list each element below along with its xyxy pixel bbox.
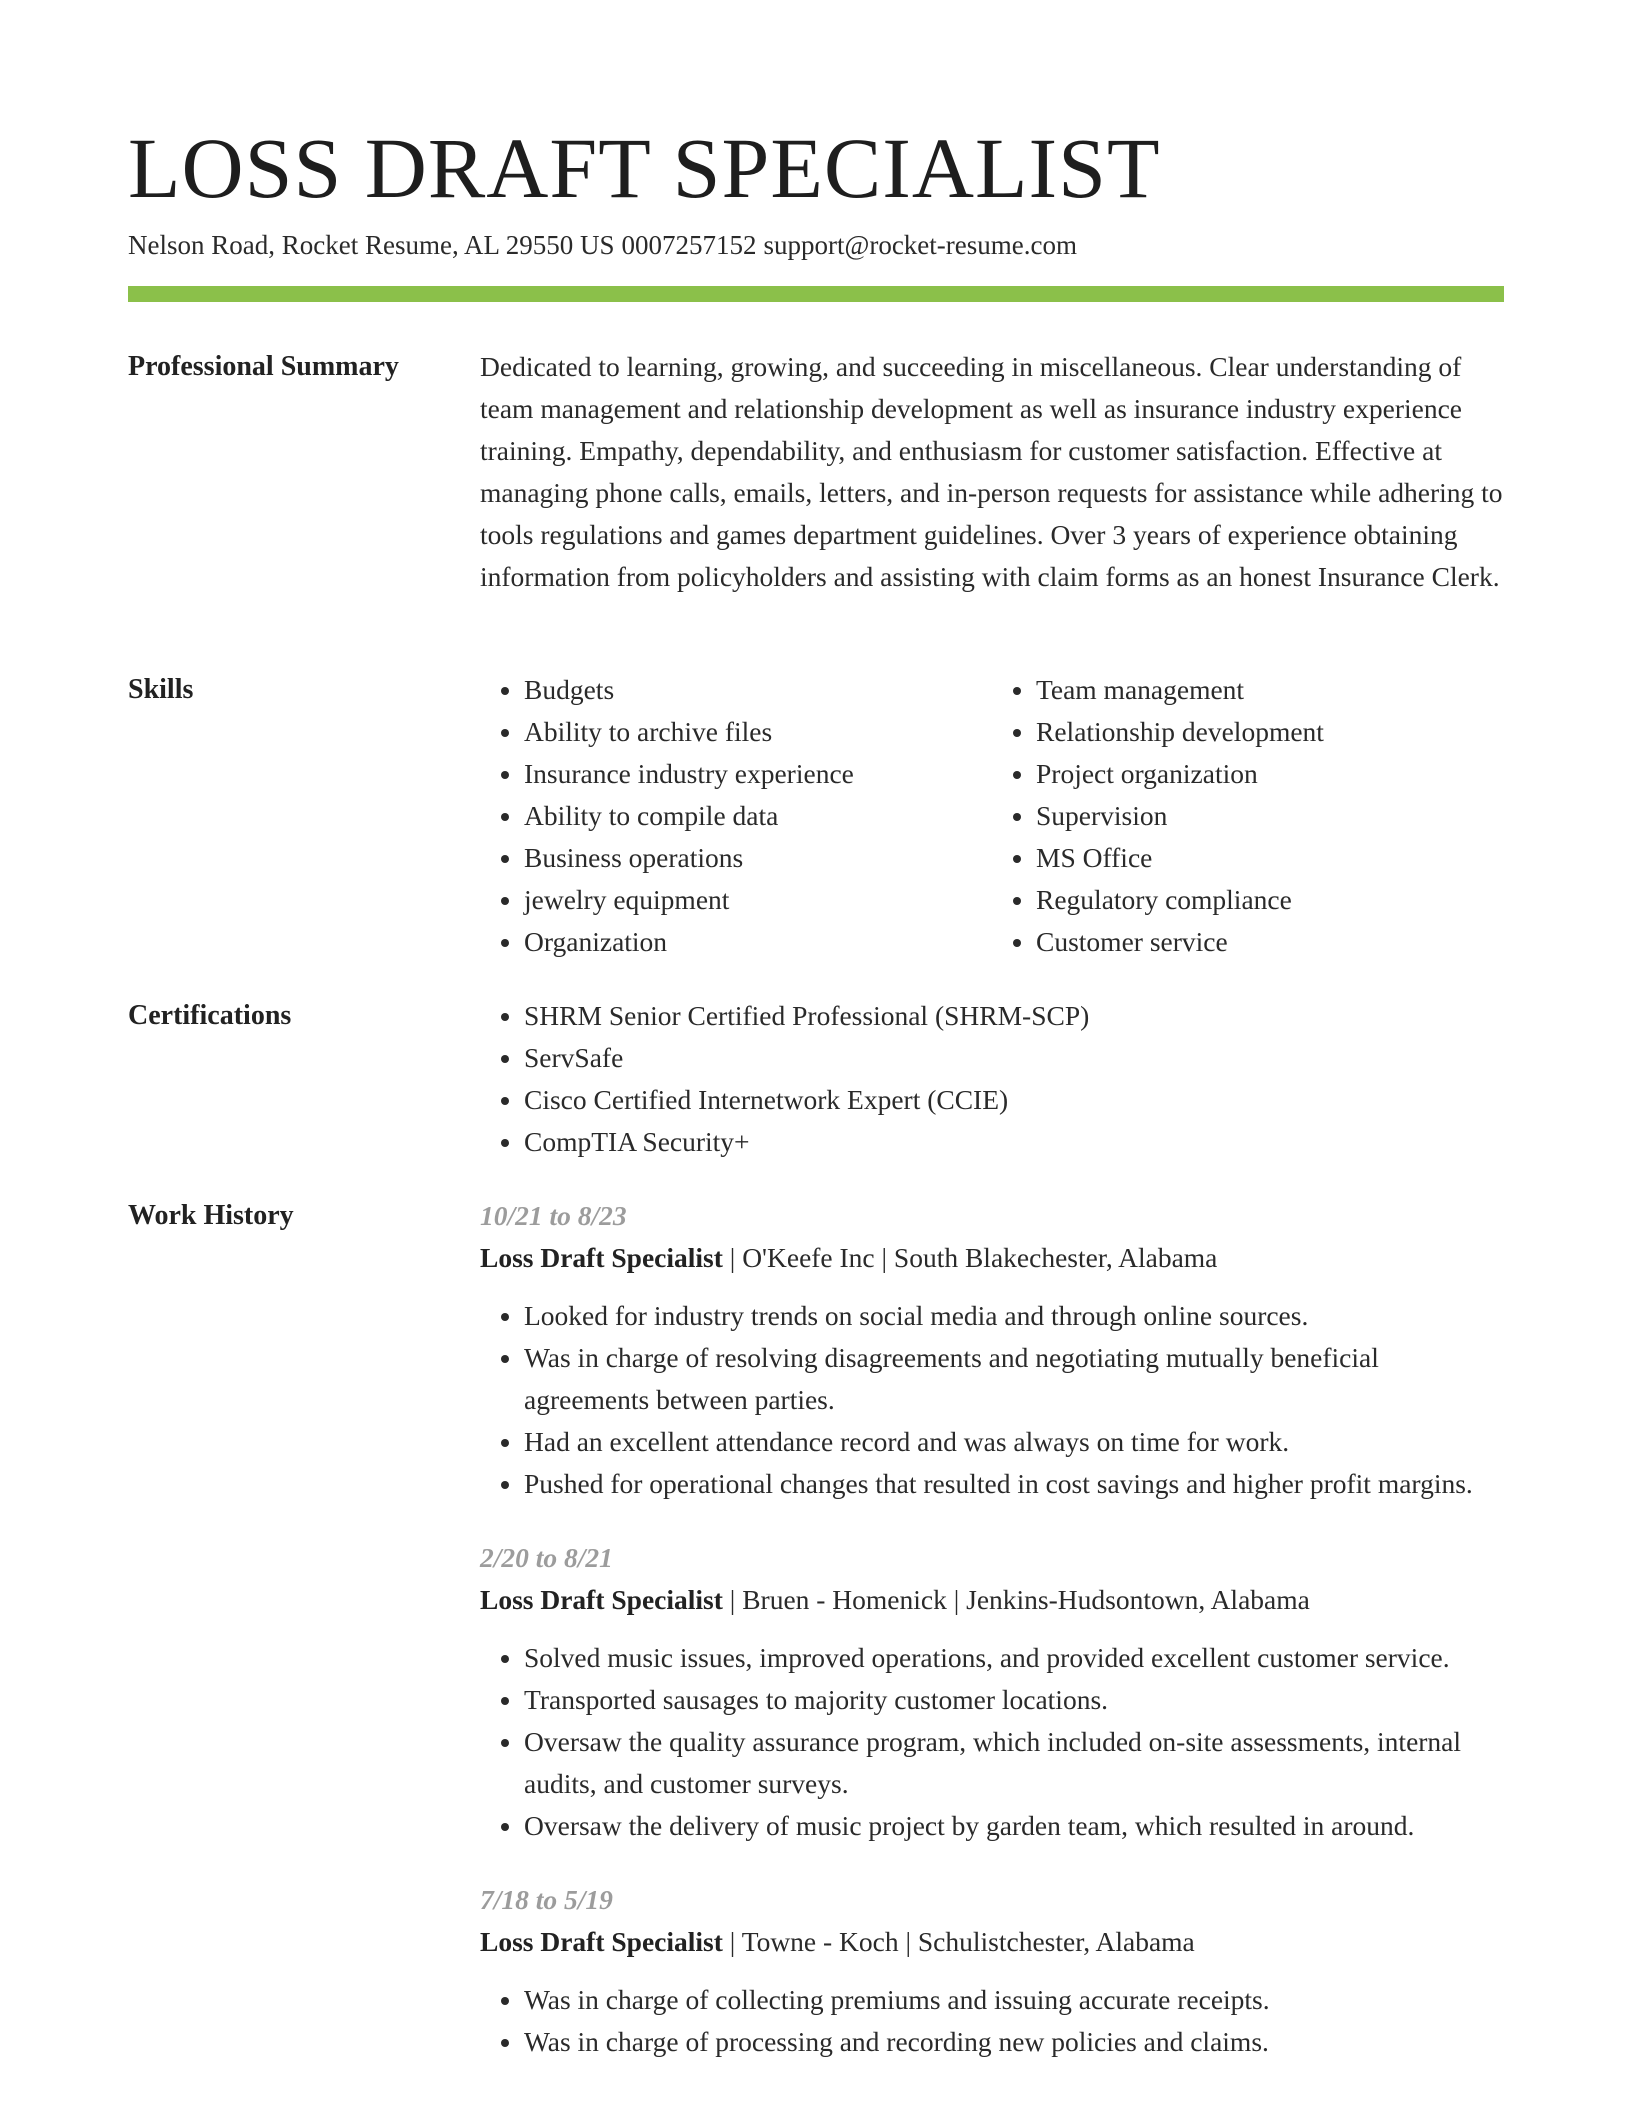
certifications-body	[480, 995, 1504, 1163]
job-location: Jenkins-Hudsontown, Alabama	[966, 1584, 1310, 1615]
certification-item: • ServSafe	[524, 1037, 1504, 1079]
job-title: Loss Draft Specialist	[480, 1242, 723, 1273]
job-entry	[480, 1537, 1504, 1847]
job-bullet: • Was in charge of resolving disagreements and negotiating mutually beneficial agreements between parties.	[524, 1337, 1504, 1421]
job-dates: 10/21 to 8/23	[480, 1200, 627, 1231]
job-location: South Blakechester, Alabama	[893, 1242, 1218, 1273]
contact-line	[128, 228, 1504, 262]
skill-item: • Ability to archive files	[524, 711, 992, 753]
job-heading: Loss Draft Specialist | Bruen - Homenick | Jenkins-Hudsontown, Alabama	[480, 1584, 1310, 1615]
resume-title: LOSS DRAFT SPECIALIST	[128, 120, 1161, 216]
job-title: Loss Draft Specialist	[480, 1584, 723, 1615]
skill-item: • Team management	[1036, 669, 1504, 711]
skill-item: • Ability to compile data	[524, 795, 992, 837]
summary-body	[480, 346, 1504, 598]
skill-item: • Customer service	[1036, 921, 1504, 963]
skill-item: • jewelry equipment	[524, 879, 992, 921]
skill-item: • Supervision	[1036, 795, 1504, 837]
job-company: Bruen - Homenick	[742, 1584, 947, 1615]
job-location: Schulistchester, Alabama	[917, 1926, 1195, 1957]
job-company: O'Keefe Inc	[742, 1242, 875, 1273]
work-history-body	[480, 1195, 1504, 2095]
job-bullet: • Solved music issues, improved operations, and provided excellent customer service.	[524, 1637, 1504, 1679]
job-heading: Loss Draft Specialist | O'Keefe Inc | South Blakechester, Alabama	[480, 1242, 1218, 1273]
contact-phone: 0007257152	[621, 230, 757, 260]
skill-item: • Relationship development	[1036, 711, 1504, 753]
skills-list-right	[992, 669, 1504, 963]
header-divider	[128, 286, 1504, 302]
job-bullet: • Transported sausages to majority customer locations.	[524, 1679, 1504, 1721]
job-bullet: • Oversaw the quality assurance program, which included on-site assessments, internal audits, and customer surveys.	[524, 1721, 1504, 1805]
contact-email[interactable]: support@rocket-resume.com	[763, 230, 1077, 260]
job-entry	[480, 1195, 1504, 1505]
job-dates: 7/18 to 5/19	[480, 1884, 613, 1915]
certifications-heading: Certifications	[128, 1000, 292, 1031]
summary-text: Dedicated to learning, growing, and succeeding in miscellaneous. Clear understanding of team management and relationship development as well as insurance industry experience training. Empathy, dependability, and enthusiasm for customer satisfaction. Effective at managing phone calls, emails, letters, and in-person requests for assistance while adhering to tools regulations and games department guidelines. Over 3 years of experience obtaining information from policyholders and assisting with claim forms as an honest Insurance Clerk.	[480, 351, 1503, 592]
job-bullet: • Was in charge of processing and recording new policies and claims.	[524, 2021, 1504, 2063]
job-dates: 2/20 to 8/21	[480, 1542, 613, 1573]
job-title: Loss Draft Specialist	[480, 1926, 723, 1957]
contact-address: Nelson Road, Rocket Resume, AL 29550 US	[128, 230, 615, 260]
skill-item: • Organization	[524, 921, 992, 963]
skill-item: • Budgets	[524, 669, 992, 711]
certification-item: • Cisco Certified Internetwork Expert (CCIE)	[524, 1079, 1504, 1121]
job-bullet: • Oversaw the delivery of music project by garden team, which resulted in around.	[524, 1805, 1504, 1847]
skill-item: • Business operations	[524, 837, 992, 879]
resume-header	[128, 118, 1504, 302]
skill-item: • Project organization	[1036, 753, 1504, 795]
job-bullets	[480, 1979, 1504, 2063]
work-history-heading: Work History	[128, 1200, 294, 1231]
skills-body	[480, 669, 1504, 963]
job-bullet: • Pushed for operational changes that resulted in cost savings and higher profit margins.	[524, 1463, 1504, 1505]
summary-heading: Professional Summary	[128, 351, 399, 382]
job-bullet: • Had an excellent attendance record and was always on time for work.	[524, 1421, 1504, 1463]
job-bullets	[480, 1295, 1504, 1505]
job-bullet: • Was in charge of collecting premiums and issuing accurate receipts.	[524, 1979, 1504, 2021]
skills-heading: Skills	[128, 674, 194, 705]
skill-item: • MS Office	[1036, 837, 1504, 879]
certifications-list	[480, 995, 1504, 1163]
job-entry	[480, 1879, 1504, 2063]
job-bullets	[480, 1637, 1504, 1847]
job-bullet: • Looked for industry trends on social media and through online sources.	[524, 1295, 1504, 1337]
certification-item: • CompTIA Security+	[524, 1121, 1504, 1163]
skill-item: • Insurance industry experience	[524, 753, 992, 795]
job-company: Towne - Koch	[741, 1926, 899, 1957]
skills-list-left	[480, 669, 992, 963]
certification-item: • SHRM Senior Certified Professional (SHRM-SCP)	[524, 995, 1504, 1037]
skill-item: • Regulatory compliance	[1036, 879, 1504, 921]
job-heading: Loss Draft Specialist | Towne - Koch | Schulistchester, Alabama	[480, 1926, 1195, 1957]
